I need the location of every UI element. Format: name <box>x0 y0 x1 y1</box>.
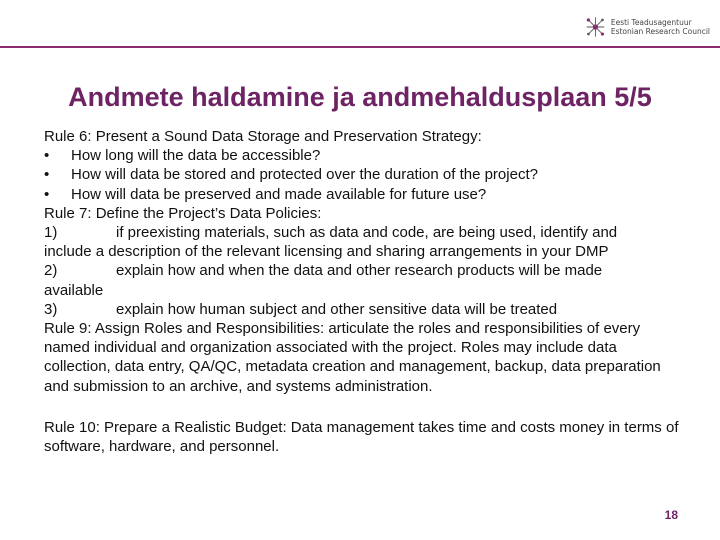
rule6-bullet <box>44 146 680 165</box>
item-text-continued: available <box>44 281 104 299</box>
rule7-item <box>44 223 680 261</box>
item-number: 2) <box>44 262 58 280</box>
rule10-paragraph: Rule 10: Prepare a Realistic Budget: Data management takes time and costs money in terms of software, hardware, and personnel. <box>44 418 679 456</box>
bullet-text: How long will the data be accessible? <box>71 147 321 165</box>
logo-text <box>611 18 710 36</box>
rule7-heading: Rule 7: Define the Project’s Data Policies: <box>44 204 322 222</box>
research-council-emblem-icon <box>584 13 607 41</box>
rule6-bullet <box>44 185 680 204</box>
item-number: 1) <box>44 224 58 242</box>
rule6-heading: Rule 6: Present a Sound Data Storage and Preservation Strategy: <box>44 128 482 145</box>
logo-line-english: Estonian Research Council <box>610 27 710 36</box>
header-divider <box>0 46 720 48</box>
rule7-item <box>44 261 680 299</box>
rule6-bullet <box>44 165 680 184</box>
item-text: if preexisting materials, such as data and code, are being used, identify and <box>116 224 618 242</box>
item-text-continued: include a description of the relevant licensing and sharing arrangements in your DMP <box>44 243 609 261</box>
rule7-item <box>44 300 680 319</box>
slide-body <box>44 127 680 456</box>
paragraph-gap <box>44 396 680 418</box>
item-number: 3) <box>44 300 58 318</box>
slide-title: Andmete haldamine ja andmehaldusplaan 5/5 <box>68 82 652 112</box>
logo-line-estonian: Eesti Teadusagentuur <box>610 18 692 27</box>
bullet-mark: • <box>44 147 50 165</box>
item-text: explain how human subject and other sensitive data will be treated <box>116 300 558 318</box>
bullet-text: How will data be preserved and made available for future use? <box>71 185 487 203</box>
estonian-research-council-logo <box>584 12 710 42</box>
bullet-mark: • <box>44 166 50 184</box>
bullet-text: How will data be stored and protected over the duration of the project? <box>71 166 538 184</box>
rule9-paragraph: Rule 9: Assign Roles and Responsibilities: articulate the roles and responsibilities of every named individual and organization associated with the project. Roles may include data collection, data entry, QA/QC, metadata creation and management, backup, data preparation and submission to an archive, and systems administration. <box>44 320 661 395</box>
item-text: explain how and when the data and other research products will be made <box>116 262 603 280</box>
page-number: 18 <box>664 508 678 522</box>
bullet-mark: • <box>44 185 50 203</box>
